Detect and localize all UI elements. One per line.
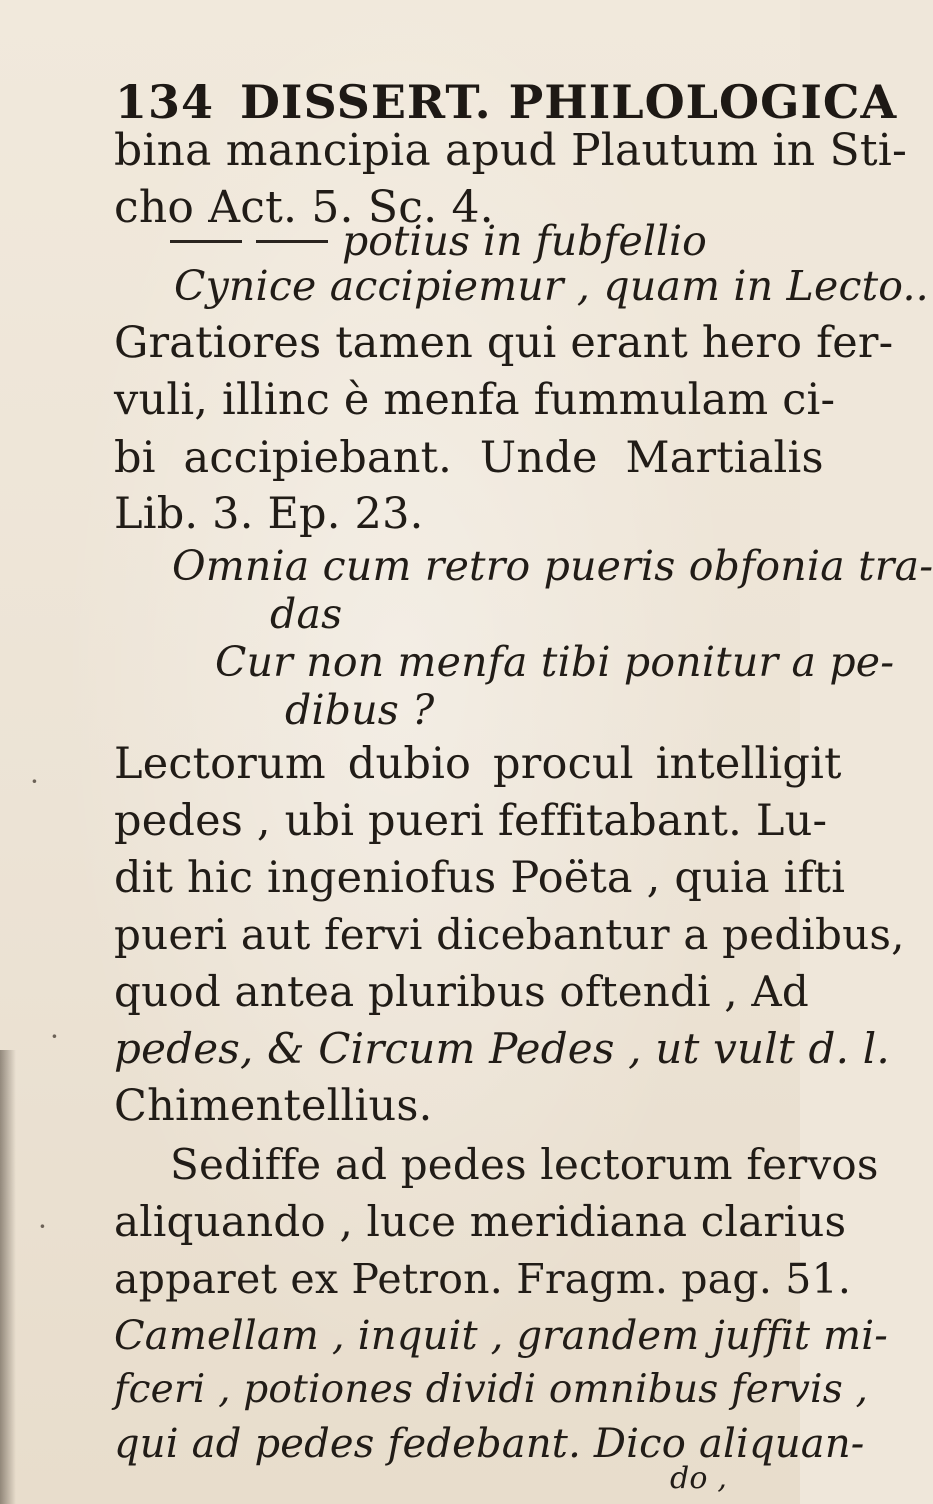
dash-mark	[170, 240, 242, 243]
margin-dot: ·	[50, 1020, 59, 1053]
running-title: DISSERT. PHILOLOGICA	[240, 75, 898, 129]
text-line: Sediffe ad pedes lectorum fervos	[170, 1140, 879, 1189]
verse-line: Omnia cum retro pueris obfonia tra-	[172, 542, 933, 590]
margin-dot: ·	[38, 1210, 47, 1243]
text-line: Chimentellius.	[114, 1081, 433, 1131]
text-line: vuli, illinc è menfa fummulam ci-	[114, 375, 836, 425]
text-line: dit hic ingeniofus Poëta , quia ifti	[114, 853, 846, 903]
verse-line: Cynice accipiemur , quam in Lecto..	[174, 262, 929, 310]
text-line: pedes, & Circum Pedes , ut vult d. l.	[114, 1024, 890, 1073]
text-line: Lectorum dubio procul intelligit	[114, 739, 842, 789]
text-line: fceri , potiones dividi omnibus fervis ,	[114, 1367, 869, 1412]
running-header	[115, 75, 897, 129]
text-line: aliquando , luce meridiana clarius	[114, 1197, 847, 1246]
text-line: pueri aut fervi dicebantur a pedibus,	[114, 910, 905, 959]
margin-dot: ·	[30, 765, 39, 798]
catchword: do ,	[670, 1461, 728, 1496]
verse-line: dibus ?	[285, 686, 435, 734]
verse-text: potius in fubfellio	[342, 217, 707, 265]
text-line: bi accipiebant. Unde Martialis	[114, 433, 824, 483]
page-number: 134	[115, 75, 215, 129]
verse-line: Cur non menfa tibi ponitur a pe-	[215, 638, 895, 686]
text-line: Lib. 3. Ep. 23.	[114, 489, 424, 539]
text-line: bina mancipia apud Plautum in Sti-	[114, 125, 908, 176]
verse-line-with-dashes	[170, 217, 707, 265]
text-line: qui ad pedes fedebant. Dico aliquan-	[114, 1421, 865, 1467]
text-line: apparet ex Petron. Fragm. pag. 51.	[114, 1255, 852, 1303]
dash-mark	[256, 240, 328, 243]
text-line: quod antea pluribus oftendi , Ad	[114, 967, 809, 1016]
text-line: cho Act. 5. Sc. 4.	[114, 182, 494, 233]
text-line: pedes , ubi pueri feffitabant. Lu-	[114, 796, 828, 846]
page-edge-shadow	[0, 1050, 16, 1504]
text-line: Camellam , inquit , grandem juffit mi-	[114, 1313, 888, 1359]
text-line: Gratiores tamen qui erant hero fer-	[114, 318, 894, 368]
verse-line: das	[270, 590, 343, 638]
